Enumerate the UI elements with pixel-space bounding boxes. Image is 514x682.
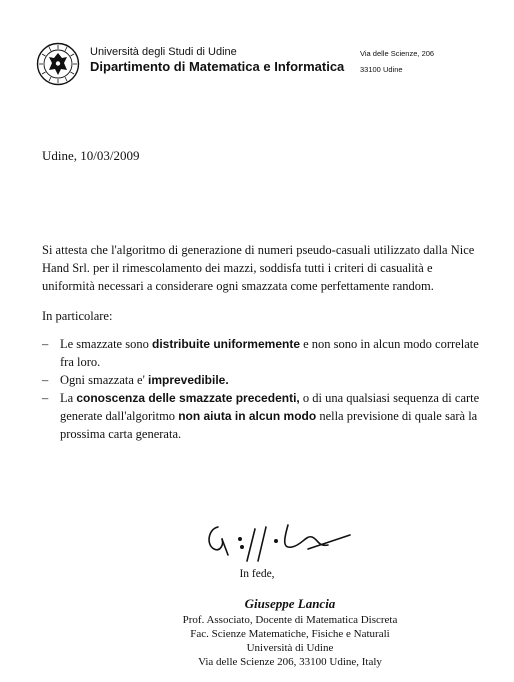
closing-salutation: In fede, [239, 568, 275, 580]
university-seal-icon [36, 42, 80, 86]
letterhead [36, 38, 486, 88]
point-text: Ogni smazzata e' [60, 373, 148, 387]
university-name: Università degli Studi di Udine [90, 46, 237, 58]
point-emphasis: distribuite uniformemente [151, 337, 300, 351]
intro-paragraph: Si attesta che l'algoritmo di generazione di numeri pseudo-casuali utilizzato dalla Nice Hand Srl. per il rimescolamento dei mazzi, soddisfa tutti i criteri di casualità e uniformità necessari a considerare ogni smazzata come perfettamente random. [42, 243, 475, 293]
point-emphasis: imprevedibile. [147, 373, 229, 387]
signer-university: Università di Udine [246, 642, 334, 654]
letter-body [42, 241, 482, 443]
signer-block [60, 597, 514, 669]
points-list [42, 335, 482, 443]
signer-title: Prof. Associato, Docente di Matematica Discreta [182, 614, 398, 626]
in-particolare-label: In particolare: [42, 309, 113, 323]
point-emphasis: conoscenza delle smazzate precedenti, [76, 391, 300, 405]
signer-name: Giuseppe Lancia [244, 596, 336, 611]
point-text: o di una qualsiasi sequenza di carte generate dall'algoritmo [60, 391, 480, 423]
list-item [42, 371, 482, 389]
letter-date: Udine, 10/03/2009 [42, 148, 140, 163]
list-item [42, 335, 482, 371]
list-item [42, 389, 482, 443]
dash-icon: – [42, 373, 49, 387]
signer-address: Via delle Scienze 206, 33100 Udine, Italy [198, 656, 382, 668]
point-text: e non sono in alcun modo correlate fra loro. [60, 337, 479, 369]
department-name: Dipartimento di Matematica e Informatica [90, 59, 345, 74]
dash-icon: – [42, 391, 49, 405]
address-city: 33100 Udine [360, 65, 403, 74]
letterhead-address [360, 46, 434, 78]
signer-faculty: Fac. Scienze Matematiche, Fisiche e Naturali [190, 628, 390, 640]
address-street: Via delle Scienze, 206 [360, 49, 435, 58]
point-text: nella previsione di quale sarà la prossima carta generata. [60, 409, 478, 441]
point-text: Le smazzate sono [60, 337, 152, 351]
point-text: La [60, 391, 77, 405]
university-block [90, 46, 344, 74]
point-emphasis: non aiuta in alcun modo [178, 409, 317, 423]
handwritten-signature [200, 515, 360, 575]
dash-icon: – [42, 337, 49, 351]
